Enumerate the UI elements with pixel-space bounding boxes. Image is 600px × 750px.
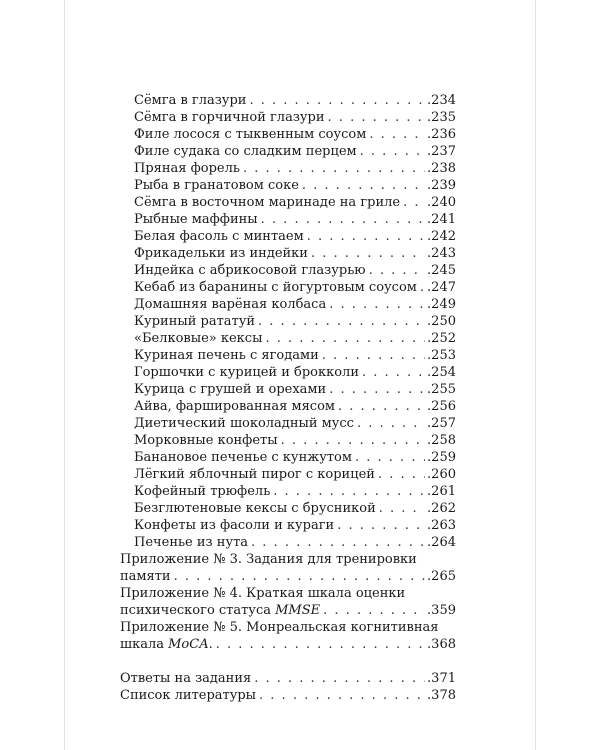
toc-entry-title: Диетический шоколадный мусс	[134, 416, 354, 431]
toc-entry-page: .259	[427, 450, 456, 465]
toc-entry-page: .257	[427, 416, 456, 431]
toc-entry-title: Айва, фаршированная мясом	[134, 399, 336, 414]
toc-entry-title: Куриная печень с ягодами	[134, 348, 319, 363]
dot-leader	[259, 687, 425, 704]
toc-entry-page: .264	[427, 535, 456, 550]
toc-entry-page: .256	[427, 399, 456, 414]
dot-leader	[337, 517, 425, 534]
dot-leader	[357, 415, 425, 432]
dot-leader	[378, 466, 425, 483]
toc-entry-page: .249	[427, 297, 456, 312]
toc-entry-title: Белая фасоль с минтаем	[134, 229, 304, 244]
toc-entry-page: .236	[427, 127, 456, 142]
toc-entry	[120, 330, 456, 347]
toc-entry-page: .255	[427, 382, 456, 397]
toc-appendix-4	[120, 585, 456, 619]
toc-entry	[120, 262, 456, 279]
toc-entry-page: .247	[427, 280, 456, 295]
dot-leader	[403, 194, 425, 211]
appendix-3-title-line1: Приложение № 3. Задания для тренировки	[120, 552, 417, 567]
toc-entry	[120, 500, 456, 517]
dot-leader	[261, 211, 425, 228]
dot-leader	[362, 364, 425, 381]
toc-appendix-5	[120, 619, 456, 653]
answers-title: Ответы на задания	[120, 671, 252, 686]
toc-entry-page: .254	[427, 365, 456, 380]
toc-entry	[120, 432, 456, 449]
dot-leader	[265, 330, 425, 347]
toc-entry-page: .242	[427, 229, 456, 244]
toc-entry-page: .253	[427, 348, 456, 363]
toc-entry-page: .235	[427, 110, 456, 125]
toc-entry	[120, 313, 456, 330]
toc-entry	[120, 534, 456, 551]
dot-leader	[254, 670, 425, 687]
toc-entry-title: Кофейный трюфель	[134, 484, 271, 499]
toc-entry-page: .237	[427, 144, 456, 159]
toc-bibliography	[120, 687, 456, 704]
appendix-5-title-abbrev: MoCA	[168, 637, 209, 652]
toc-entry	[120, 143, 456, 160]
toc-entry-title: Безглютеновые кексы с брусникой	[134, 501, 376, 516]
bibliography-title: Список литературы	[120, 688, 257, 703]
appendix-5-page: .368	[427, 637, 456, 652]
toc-entry-title: Сёмга в глазури	[134, 93, 247, 108]
dot-leader	[243, 160, 425, 177]
appendix-4-title-line2	[120, 602, 320, 619]
toc-entry-page: .234	[427, 93, 456, 108]
toc-entry	[120, 126, 456, 143]
toc-entry-page: .261	[427, 484, 456, 499]
dot-leader	[355, 449, 425, 466]
toc-entry-title: Филе судака со сладким перцем	[134, 144, 357, 159]
toc-entry	[120, 449, 456, 466]
toc-entry-title: Кебаб из баранины с йогуртовым соусом	[134, 280, 417, 295]
toc-entry	[120, 483, 456, 500]
dot-leader	[251, 534, 425, 551]
toc-entry	[120, 364, 456, 381]
dot-leader	[302, 177, 425, 194]
dot-leader	[249, 92, 425, 109]
toc-entry-title: Рыбные маффины	[134, 212, 258, 227]
appendix-3-title-line2-row	[120, 568, 456, 585]
appendix-5-title-line2-row	[120, 636, 456, 653]
toc-entry	[120, 211, 456, 228]
appendix-3-page: .265	[427, 569, 456, 584]
dot-leader	[322, 347, 425, 364]
toc-entry	[120, 517, 456, 534]
dot-leader	[328, 109, 426, 126]
toc-appendix-3	[120, 551, 456, 585]
dot-leader	[174, 568, 425, 585]
toc-entry	[120, 160, 456, 177]
answers-page: .371	[427, 671, 456, 686]
dot-leader	[273, 483, 425, 500]
toc-entry	[120, 398, 456, 415]
toc-entry	[120, 245, 456, 262]
toc-entry-title: Куриный рататуй	[134, 314, 256, 329]
toc-entry	[120, 381, 456, 398]
toc-entry-page: .250	[427, 314, 456, 329]
toc-entry-title: Печенье из нута	[134, 535, 249, 550]
table-of-contents	[120, 92, 456, 704]
toc-entry-title: Пряная форель	[134, 161, 240, 176]
toc-entry	[120, 228, 456, 245]
toc-answers	[120, 670, 456, 687]
dot-leader	[369, 262, 425, 279]
toc-entry	[120, 415, 456, 432]
dot-leader	[369, 126, 425, 143]
appendix-3-title-line2: памяти	[120, 569, 171, 584]
dot-leader	[379, 500, 425, 517]
toc-entry-page: .243	[427, 246, 456, 261]
appendix-4-page: .359	[427, 603, 456, 618]
dot-leader	[420, 279, 425, 296]
appendix-4-title-line1: Приложение № 4. Краткая шкала оценки	[120, 586, 406, 601]
toc-entry-title: Рыба в гранатовом соке	[134, 178, 299, 193]
toc-entry-page: .258	[427, 433, 456, 448]
toc-entry	[120, 177, 456, 194]
toc-entry-title: Курица с грушей и орехами	[134, 382, 327, 397]
appendix-4-title-text: психического статуса	[120, 603, 276, 618]
toc-entry	[120, 296, 456, 313]
toc-entry	[120, 109, 456, 126]
dot-leader	[258, 313, 425, 330]
toc-entry-title: Домашняя варёная колбаса	[134, 297, 327, 312]
toc-entry-title: Филе лосося с тыквенным соусом	[134, 127, 367, 142]
toc-entry	[120, 279, 456, 296]
toc-entry-page: .245	[427, 263, 456, 278]
toc-entry	[120, 194, 456, 211]
section-gap	[120, 653, 456, 670]
toc-entry-title: «Белковые» кексы	[134, 331, 263, 346]
toc-entry-title: Индейка с абрикосовой глазурью	[134, 263, 366, 278]
appendix-5-title-tail: .	[208, 637, 213, 652]
toc-entry-title: Банановое печенье с кунжутом	[134, 450, 352, 465]
toc-entry-title: Лёгкий яблочный пирог с корицей	[134, 467, 375, 482]
toc-entry-page: .260	[427, 467, 456, 482]
toc-entry	[120, 92, 456, 109]
dot-leader	[329, 296, 425, 313]
toc-entry-title: Сёмга в восточном маринаде на гриле	[134, 195, 401, 210]
toc-entry	[120, 347, 456, 364]
dot-leader	[216, 636, 425, 653]
toc-entry-title: Конфеты из фасоли и кураги	[134, 518, 335, 533]
toc-entry-page: .252	[427, 331, 456, 346]
appendix-5-title-line1: Приложение № 5. Монреальская когнитивная	[120, 620, 439, 635]
toc-entry	[120, 466, 456, 483]
toc-entry-title: Морковные конфеты	[134, 433, 278, 448]
dot-leader	[311, 245, 425, 262]
dot-leader	[281, 432, 425, 449]
toc-entry-page: .263	[427, 518, 456, 533]
appendix-4-title-abbrev: MMSE	[275, 603, 321, 618]
toc-entry-title: Фрикадельки из индейки	[134, 246, 308, 261]
dot-leader	[323, 602, 425, 619]
toc-entry-page: .239	[427, 178, 456, 193]
bibliography-page: .378	[427, 688, 456, 703]
appendix-5-title-text: шкала	[120, 637, 169, 652]
appendix-5-title-line2	[120, 636, 213, 653]
toc-entry-page: .238	[427, 161, 456, 176]
toc-entry-title: Горшочки с курицей и брокколи	[134, 365, 359, 380]
toc-entry-page: .240	[427, 195, 456, 210]
dot-leader	[338, 398, 425, 415]
toc-entry-title: Сёмга в горчичной глазури	[134, 110, 325, 125]
appendix-4-title-line2-row	[120, 602, 456, 619]
dot-leader	[329, 381, 425, 398]
dot-leader	[360, 143, 425, 160]
dot-leader	[307, 228, 425, 245]
toc-entry-page: .262	[427, 501, 456, 516]
toc-entry-page: .241	[427, 212, 456, 227]
